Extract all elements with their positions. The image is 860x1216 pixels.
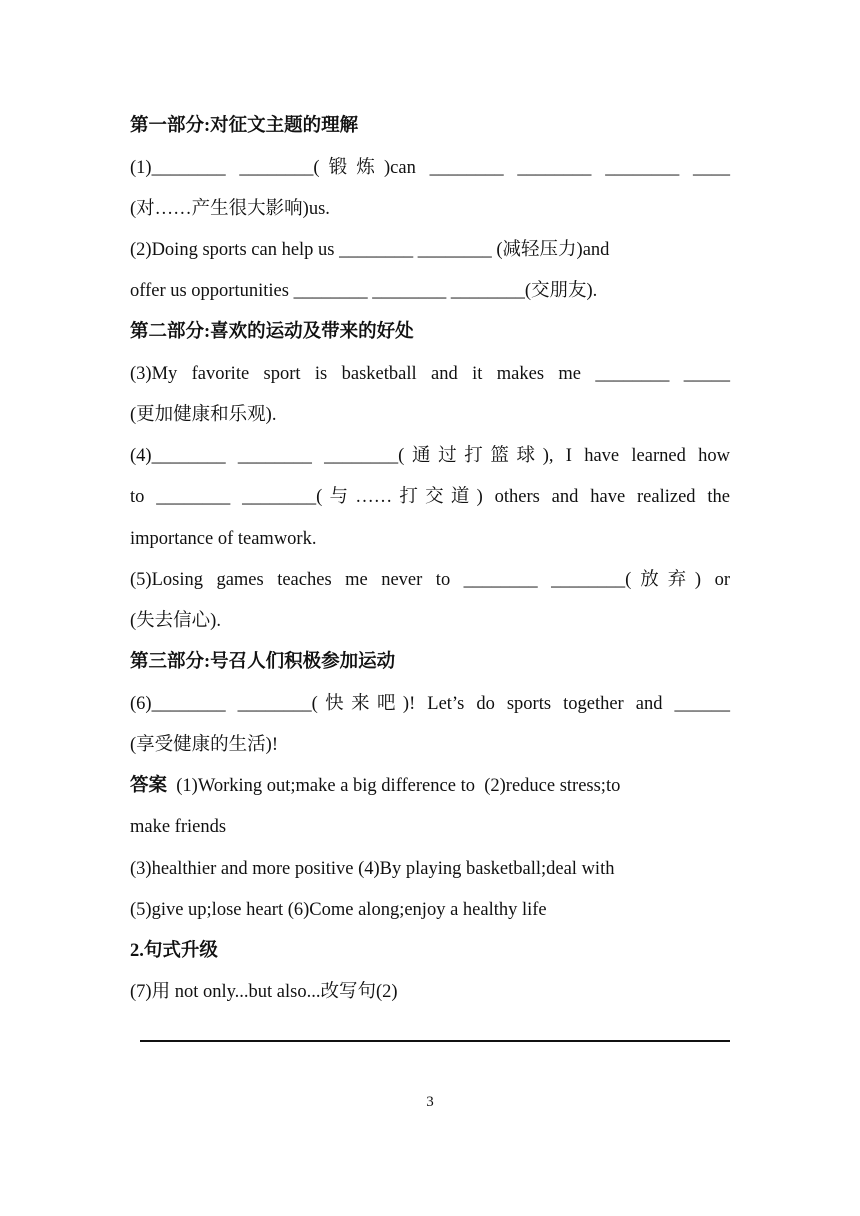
exercise-line-4: (4)________ ________ ________(通过打篮球), I have learned how [130,446,730,466]
answer-line-1 [130,774,730,798]
exercise-line-3: (3)My favorite sport is basketball and it makes me ________ _____ [130,364,730,384]
section-heading-2: 第二部分:喜欢的运动及带来的好处 [130,322,414,342]
exercise-line-4c: importance of teamwork. [130,529,317,549]
answer-label: 答案 [130,776,168,796]
exercise-line-6: (6)________ ________(快来吧)! Let’s do sports together and ______ [130,694,730,714]
section-heading-3: 第三部分:号召人们积极参加运动 [130,652,396,672]
exercise-line-3b: (更加健康和乐观). [130,405,277,425]
section-heading-4: 2.句式升级 [130,941,218,961]
answer-line-3: (3)healthier and more positive (4)By playing basketball;deal with [130,859,615,879]
exercise-line-6b: (享受健康的生活)! [130,735,278,755]
exercise-line-1b: (对……产生很大影响)us. [130,199,330,219]
exercise-line-1: (1)________ ________(锻炼)can ________ ________ ________ ____ [130,158,730,178]
section-heading-1: 第一部分:对征文主题的理解 [130,116,359,136]
answer-blank-rule [140,1040,730,1042]
exercise-line-2b: offer us opportunities ________ ________ ________(交朋友). [130,281,598,301]
exercise-line-5: (5)Losing games teaches me never to ________ ________(放弃) or [130,570,730,590]
answer-line-4: (5)give up;lose heart (6)Come along;enjoy a healthy life [130,900,547,920]
exercise-line-2: (2)Doing sports can help us ________ ________ (减轻压力)and [130,240,610,260]
exercise-line-4b: to ________ ________(与……打交道) others and have realized the [130,487,730,507]
answer-text: (1)Working out;make a big difference to (2)reduce stress;to [167,776,621,796]
answer-line-2: make friends [130,817,227,837]
exercise-line-7: (7)用 not only...but also...改写句(2) [130,982,398,1002]
exercise-line-5b: (失去信心). [130,611,221,631]
page-number: 3 [426,1094,434,1110]
